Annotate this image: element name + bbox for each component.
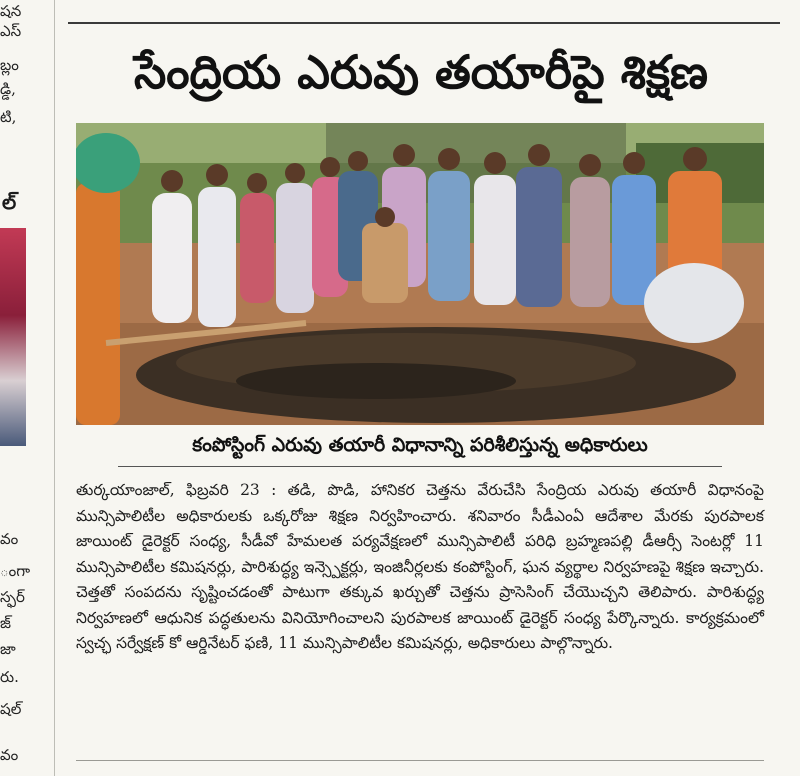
adjacent-text: డ్డి, bbox=[0, 80, 16, 98]
adjacent-photo-fragment bbox=[0, 228, 26, 446]
article-headline: సేంద్రియ ఎరువు తయారీపై శిక్షణ bbox=[133, 45, 709, 99]
article-body: తుర్కయాంజాల్, ఫిబ్రవరి 23 : తడి, పొడి, హానికర చెత్తను వేరుచేసి సేంద్రియ ఎరువు తయారీ విధానంపై మున్సిపాలిటీల అధికారులకు ఒక్కరోజు శిక్షణ నిర్వహించారు. శనివారం సీడీఎంఏ ఆదేశాల మేరకు పురపాలక జాయింట్ డైరెక్టర్ సంధ్య, సీడీవో హేమలత పర్యవేక్షణలో మున్సిపాలిటీ పరిధి బ్రహ్మణపల్లి డీఆర్సీ సెంటర్లో 11 మున్సిపాలిటీల కమిషనర్లు, పారిశుద్ధ్య ఇన్స్పెక్టర్లు, ఇంజినీర్లలకు కంపోస్టింగ్, ఘన వ్యర్థాల నిర్వహణపై శిక్షణ ఇచ్చారు. చెత్తతో సంపదను సృష్టించడంతో పాటుగా తక్కువ ఖర్చుతో చెత్తను ప్రాసెసింగ్ చేయొచ్చని తెలిపారు. పారిశుద్ధ్య నిర్వహణలో ఆధునిక పద్ధతులను వినియోగించాలని పురపాలక జాయింట్ డైరెక్టర్ సంధ్య పేర్కొన్నారు. కార్యక్రమంలో స్వచ్ఛ సర్వేక్షణ్ కో ఆర్డినేటర్ ఫణి, 11 మున్సిపాలిటీల కమిషనర్లు, అధికారులు పాల్గొన్నారు. bbox=[76, 481, 764, 652]
composting-training-photo bbox=[76, 123, 764, 425]
adjacent-column-fragment bbox=[0, 0, 42, 776]
adjacent-text: టి, bbox=[0, 108, 17, 126]
adjacent-headline-fragment: ల్ bbox=[2, 190, 17, 214]
adjacent-text: షన bbox=[0, 2, 22, 20]
caption-rule bbox=[118, 466, 722, 467]
adjacent-text: జ్ bbox=[0, 614, 11, 632]
adjacent-text: రు. bbox=[0, 668, 19, 686]
adjacent-text: వం bbox=[0, 530, 19, 548]
article-end-rule bbox=[76, 760, 764, 761]
adjacent-text: జా bbox=[0, 640, 16, 658]
adjacent-text: షల్ bbox=[0, 700, 22, 718]
adjacent-text: స్ఫర్ bbox=[0, 588, 25, 606]
adjacent-text: బ్లం bbox=[0, 56, 19, 74]
article-photo bbox=[76, 123, 764, 425]
adjacent-text: ంగా bbox=[0, 562, 31, 580]
column-divider bbox=[54, 0, 55, 776]
previous-article-cutoff bbox=[68, 0, 788, 12]
section-rule bbox=[68, 22, 780, 24]
adjacent-text: వం bbox=[0, 746, 19, 764]
photo-caption: కంపోస్టింగ్ ఎరువు తయారీ విధానాన్ని పరిశీలిస్తున్న అధికారులు bbox=[192, 434, 648, 456]
adjacent-text: ఎస్ bbox=[0, 22, 22, 40]
